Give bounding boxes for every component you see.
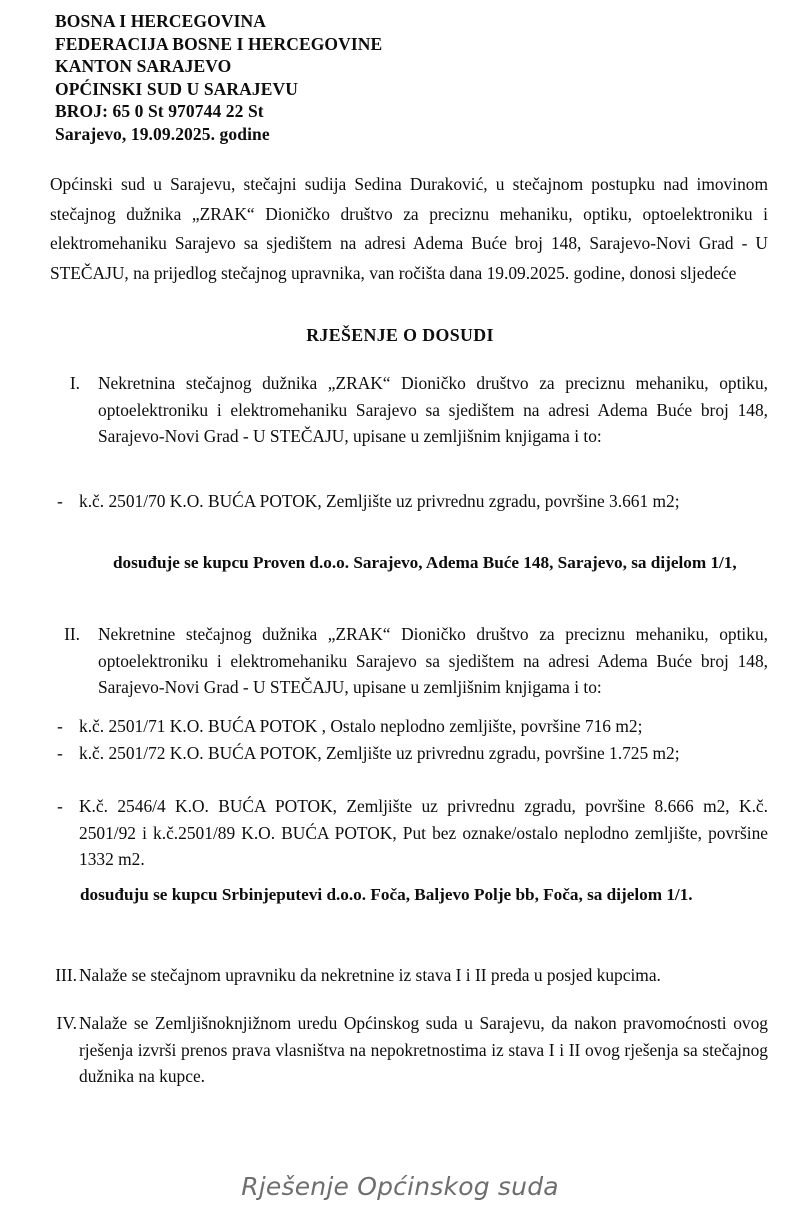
list-item xyxy=(57,713,768,740)
court-header xyxy=(55,10,655,146)
list-item xyxy=(57,488,768,515)
parcel-entry-text: K.č. 2546/4 K.O. BUĆA POTOK, Zemljište uz privrednu zgradu, površine 8.666 m2, K.č. 2501/92 i k.č.2501/89 K.O. BUĆA POTOK, Put bez oznake/ostalo neplodno zemljište, površine 1332 m2. xyxy=(79,796,768,869)
award-paragraph-one: dosuđuje se kupcu Proven d.o.o. Sarajevo, Adema Buće 148, Sarajevo, sa dijelom 1/1, xyxy=(113,553,737,572)
list-item xyxy=(57,740,768,767)
bullet-dash-icon: - xyxy=(57,743,63,763)
parcel-entry-text: k.č. 2501/71 K.O. BUĆA POTOK , Ostalo neplodno zemljište, površine 716 m2; xyxy=(79,716,643,736)
clause-one xyxy=(40,370,768,450)
clause-four-text: Nalaže se Zemljišnoknjižnom uredu Općinskog suda u Sarajevu, da nakon pravomoćnosti ovog rješenja izvrši prenos prava vlasništva na nepokretnostima iz stava I i II ovog rješenja sa stečajnog dužnika na kupce. xyxy=(79,1013,768,1086)
clause-two xyxy=(40,621,768,701)
parcel-entry-text: k.č. 2501/70 K.O. BUĆA POTOK, Zemljište uz privrednu zgradu, površine 3.661 m2; xyxy=(79,491,680,511)
header-line-country: BOSNA I HERCEGOVINA xyxy=(55,11,266,31)
clause-four xyxy=(22,1010,768,1090)
clause-three-text: Nalaže se stečajnom upravniku da nekretnine iz stava I i II preda u posjed kupcima. xyxy=(79,965,661,985)
bullet-dash-icon: - xyxy=(57,491,63,511)
header-line-federation: FEDERACIJA BOSNE I HERCEGOVINE xyxy=(55,33,383,54)
list-item xyxy=(57,793,768,873)
clause-three xyxy=(22,962,768,989)
bullet-dash-icon: - xyxy=(57,796,63,816)
header-line-court: OPĆINSKI SUD U SARAJEVU xyxy=(55,78,298,99)
header-line-case-number: BROJ: 65 0 St 970744 22 St xyxy=(55,101,264,122)
clause-one-text: Nekretnina stečajnog dužnika „ZRAK“ Dioničko društvo za preciznu mehaniku, optiku, optoelektroniku i elektromehaniku Sarajevo sa sjedištem na adresi Adema Buće broj 148, Sarajevo-Novi Grad - U STEČAJU, upisane u zemljišnim knjigama i to: xyxy=(98,373,768,446)
clause-one-numeral: I. xyxy=(69,373,80,393)
document-title: RJEŠENJE O DOSUDI xyxy=(306,325,494,345)
clause-three-numeral: III. xyxy=(55,965,77,985)
clause-four-numeral: IV. xyxy=(56,1013,77,1033)
bullet-dash-icon: - xyxy=(57,716,63,736)
header-line-place-date: Sarajevo, 19.09.2025. godine xyxy=(55,123,270,144)
clause-two-text: Nekretnine stečajnog dužnika „ZRAK“ Dioničko društvo za preciznu mehaniku, optiku, optoelektroniku i elektromehaniku Sarajevo sa sjedištem na adresi Adema Buće broj 148, Sarajevo-Novi Grad - U STEČAJU, upisane u zemljišnim knjigama i to: xyxy=(98,624,768,697)
parcel-entry-text: k.č. 2501/72 K.O. BUĆA POTOK, Zemljište uz privrednu zgradu, površine 1.725 m2; xyxy=(79,743,680,763)
footer-caption: Rješenje Općinskog suda xyxy=(241,1172,559,1201)
header-line-canton: KANTON SARAJEVO xyxy=(55,56,232,77)
clause-two-numeral: II. xyxy=(64,624,80,644)
award-paragraph-two: dosuđuju se kupcu Srbinjeputevi d.o.o. Foča, Baljevo Polje bb, Foča, sa dijelom 1/1. xyxy=(80,885,693,904)
intro-paragraph: Općinski sud u Sarajevu, stečajni sudija Sedina Duraković, u stečajnom postupku nad imovinom stečajnog dužnika „ZRAK“ Dioničko društvo za preciznu mehaniku, optiku, optoelektroniku i elektromehaniku Sarajevo sa sjedištem na adresi Adema Buće broj 148, Sarajevo-Novi Grad - U STEČAJU, na prijedlog stečajnog upravnika, van ročišta dana 19.09.2025. godine, donosi sljedeće xyxy=(50,174,768,283)
